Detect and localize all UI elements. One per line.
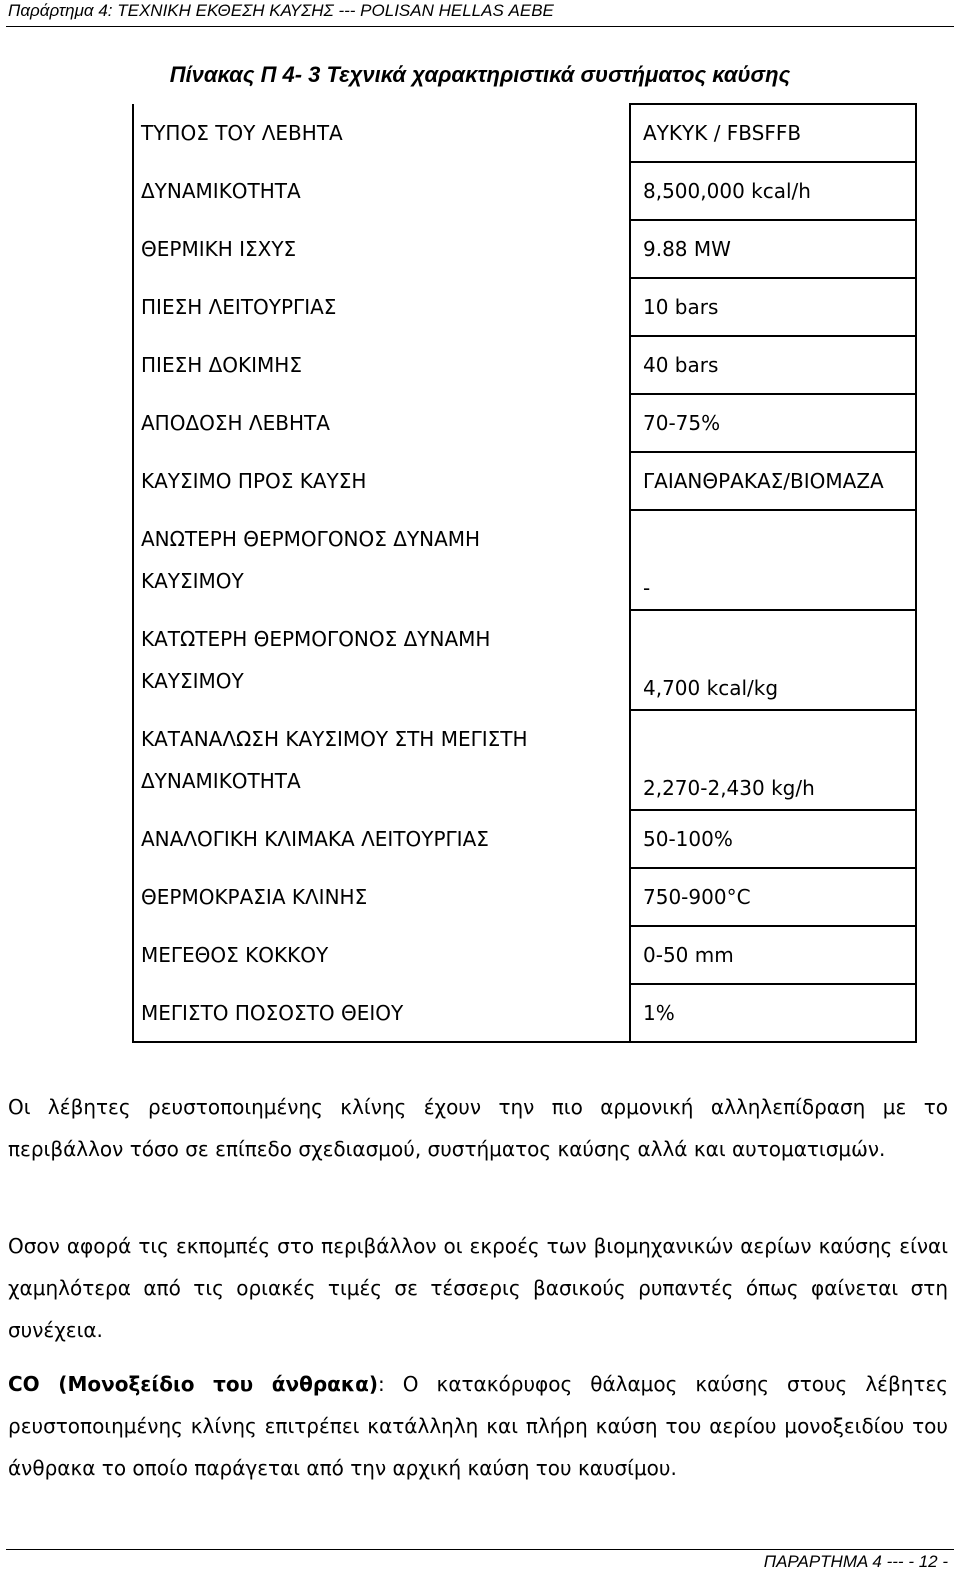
table-row — [133, 868, 916, 926]
row-label: ΚΑΥΣΙΜΟ ΠΡΟΣ ΚΑΥΣΗ — [133, 452, 630, 510]
table-row — [133, 984, 916, 1042]
row-label: ΜΕΓΕΘΟΣ ΚΟΚΚΟΥ — [133, 926, 630, 984]
paragraph-emissions: Οσον αφορά τις εκπομπές στο περιβάλλον οι εκροές των βιομηχανικών αερίων καύσης είναι χαμηλότερα από τις οριακές τιμές σε τέσσερις βασικούς ρυπαντές όπως φαίνεται στη συνέχεια. — [8, 1234, 948, 1342]
table-row — [133, 710, 916, 810]
header-text: Παράρτημα 4: ΤΕΧΝΙΚΗ ΕΚΘΕΣΗ ΚΑΥΣΗΣ --- POLISAN HELLAS ΑΕΒΕ — [8, 1, 554, 20]
row-label — [133, 710, 630, 810]
row-value: 4,700 kcal/kg — [630, 610, 916, 710]
row-label: ΔΥΝΑΜΙΚΟΤΗΤΑ — [133, 162, 630, 220]
row-value: 9.88 MW — [630, 220, 916, 278]
row-label: ΘΕΡΜΟΚΡΑΣΙΑ ΚΛΙΝΗΣ — [133, 868, 630, 926]
table-title: Πίνακας Π 4- 3 Τεχνικά χαρακτηριστικά συστήματος καύσης — [169, 62, 791, 87]
row-label-line1: ΑΝΩΤΕΡΗ ΘΕΡΜΟΓΟΝΟΣ ΔΥΝΑΜΗ — [141, 527, 481, 551]
footer-text: ΠΑΡΑΡΤΗΜΑ 4 --- - 12 - — [763, 1552, 948, 1571]
row-label: ΜΕΓΙΣΤΟ ΠΟΣΟΣΤΟ ΘΕΙΟΥ — [133, 984, 630, 1042]
specs-table — [132, 103, 917, 1043]
row-label: ΤΥΠΟΣ ΤΟΥ ΛΕΒΗΤΑ — [133, 104, 630, 162]
row-label — [133, 510, 630, 610]
paragraph-fbc-environment: Οι λέβητες ρευστοποιημένης κλίνης έχουν την πιο αρμονική αλληλεπίδραση με το περιβάλλον τόσο σε επίπεδο σχεδιασμού, συστήματος καύσης αλλά και αυτοματισμών. — [8, 1095, 948, 1161]
table-row — [133, 104, 916, 162]
table-row — [133, 510, 916, 610]
row-value: 750-900°C — [630, 868, 916, 926]
row-label: ΑΝΑΛΟΓΙΚΗ ΚΛΙΜΑΚΑ ΛΕΙΤΟΥΡΓΙΑΣ — [133, 810, 630, 868]
co-heading: CO (Μονοξείδιο του άνθρακα) — [8, 1372, 378, 1396]
row-label-line2: ΔΥΝΑΜΙΚΟΤΗΤΑ — [141, 769, 301, 793]
row-label: ΑΠΟΔΟΣΗ ΛΕΒΗΤΑ — [133, 394, 630, 452]
table-row — [133, 278, 916, 336]
row-label-line2: ΚΑΥΣΙΜΟΥ — [141, 569, 244, 593]
row-value: 1% — [630, 984, 916, 1042]
row-value: 40 bars — [630, 336, 916, 394]
table-row — [133, 220, 916, 278]
row-value: - — [630, 510, 916, 610]
table-row — [133, 162, 916, 220]
paragraph-co — [8, 1363, 948, 1489]
co-text: : Ο κατακόρυφος θάλαμος καύσης στους λέβητες ρευστοποιημένης κλίνης επιτρέπει κατάλληλη και πλήρη καύση του αερίου μονοξειδίου του άνθρακα το οποίο παράγεται από την αρχική καύση του καυσίμου. — [8, 1372, 948, 1480]
row-value: 50-100% — [630, 810, 916, 868]
page-header — [6, 0, 954, 27]
row-label-line1: ΚΑΤΩΤΕΡΗ ΘΕΡΜΟΓΟΝΟΣ ΔΥΝΑΜΗ — [141, 627, 491, 651]
table-row — [133, 452, 916, 510]
row-label: ΠΙΕΣΗ ΔΟΚΙΜΗΣ — [133, 336, 630, 394]
table-row — [133, 810, 916, 868]
row-label-line2: ΚΑΥΣΙΜΟΥ — [141, 669, 244, 693]
row-value: 8,500,000 kcal/h — [630, 162, 916, 220]
table-row — [133, 610, 916, 710]
row-value: 2,270-2,430 kg/h — [630, 710, 916, 810]
row-value: ΑΥΚΥΚ / FBSFFB — [630, 104, 916, 162]
row-value: 70-75% — [630, 394, 916, 452]
row-value: 10 bars — [630, 278, 916, 336]
row-label: ΘΕΡΜΙΚΗ ΙΣΧΥΣ — [133, 220, 630, 278]
row-label — [133, 610, 630, 710]
row-label-line1: ΚΑΤΑΝΑΛΩΣΗ ΚΑΥΣΙΜΟΥ ΣΤΗ ΜΕΓΙΣΤΗ — [141, 727, 528, 751]
table-row — [133, 926, 916, 984]
row-label: ΠΙΕΣΗ ΛΕΙΤΟΥΡΓΙΑΣ — [133, 278, 630, 336]
row-value: ΓΑΙΑΝΘΡΑΚΑΣ/ΒΙΟΜΑΖΑ — [630, 452, 916, 510]
page-footer — [6, 1549, 954, 1571]
table-row — [133, 336, 916, 394]
table-row — [133, 394, 916, 452]
row-value: 0-50 mm — [630, 926, 916, 984]
